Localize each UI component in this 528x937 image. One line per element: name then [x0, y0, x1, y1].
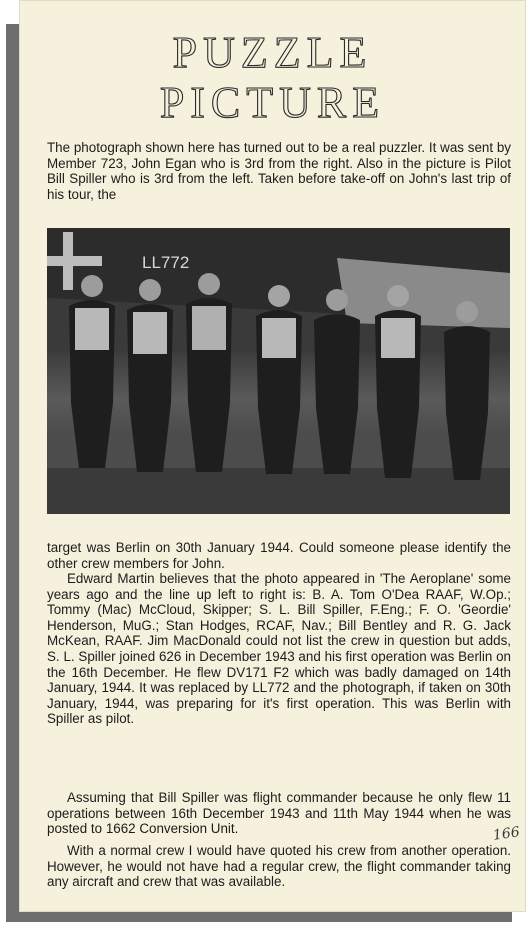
intro-paragraph: The photograph shown here has turned out to be a real puzzler. It was sent by Member 723, John Egan who is 3rd from the right. Also in the picture is Pilot Bill Spiller who is 3rd from the left. Taken before take-off on John's last trip of his tour, the: [47, 140, 511, 202]
para-edward-martin: Edward Martin believes that the photo appeared in 'The Aeroplane' some years ago and the line up left to right is: B. A. Tom O'Dea RAAF, W.Op.; Tommy (Mac) McCloud, Skipper; S. L. Bill Spiller, F.Eng.; F. O. 'Geordie' Henderson, MuG.; Stan Hodges, RCAF, Nav.; Bill Bentley and R. G. Jack McKean, RAAF. Jim MacDonald could not list the crew in question but adds, S. L. Spiller joined 626 in December 1943 and his first operation was Berlin on the 16th December. He flew DV171 F2 which was badly damaged on 14th January, 1944. It was replaced by LL772 and the photograph, if taken on 30th January, 1944, was preparing for it's first operation. This was Berlin with Spiller as pilot.: [47, 571, 511, 727]
handwritten-note: 166: [492, 824, 521, 844]
para-flight-commander: Assuming that Bill Spiller was flight commander because he only flew 11 operations between 16th December 1943 and 11th May 1944 when he was posted to 1662 Conversion Unit.: [47, 790, 511, 837]
para-normal-crew: With a normal crew I would have quoted his crew from another operation. However, he would not have had a regular crew, the flight commander taking any aircraft and crew that was available.: [47, 843, 511, 890]
crew-photo-illustration: [47, 228, 510, 514]
headline-line-2: PICTURE: [159, 78, 386, 127]
newspaper-clipping: [19, 0, 526, 912]
para-target-berlin: target was Berlin on 30th January 1944. Could someone please identify the other crew members for John.: [47, 540, 511, 571]
headline-line-1: PUZZLE: [172, 28, 373, 77]
crew-photograph: [47, 228, 510, 514]
aircraft-code-label: LL772: [142, 253, 190, 272]
